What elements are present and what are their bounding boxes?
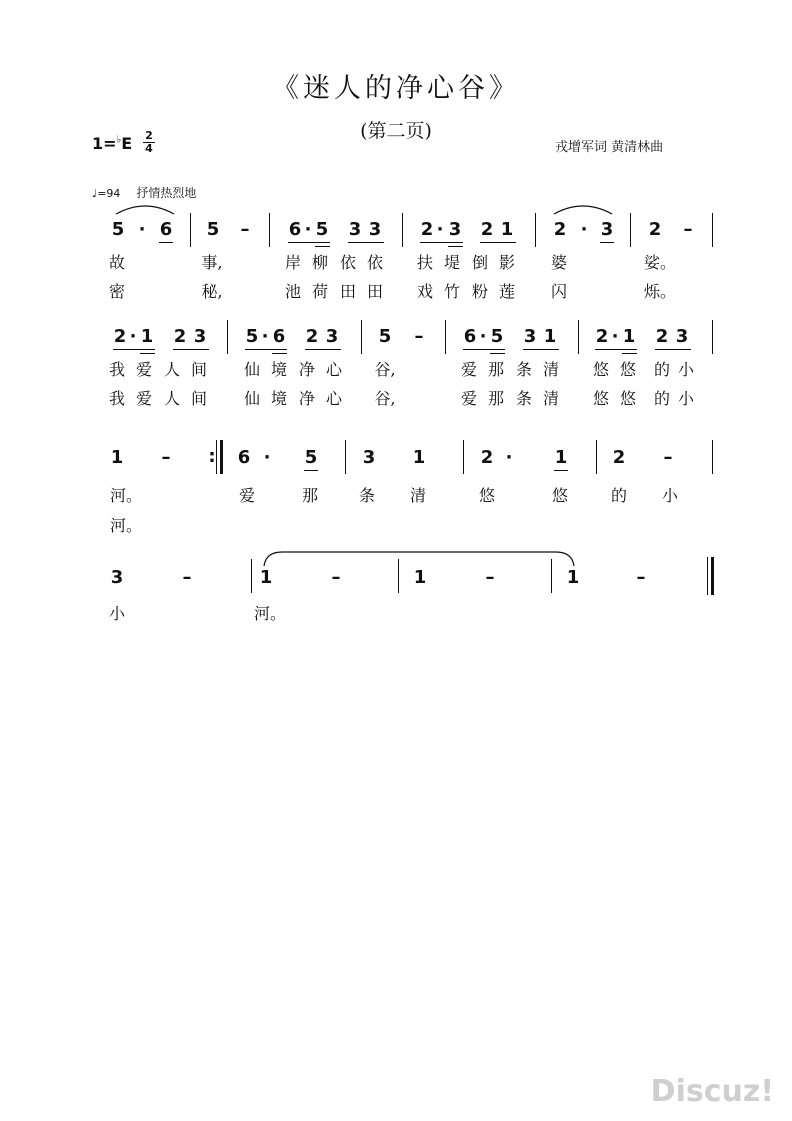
barline — [535, 213, 536, 247]
barline — [551, 559, 552, 593]
note: 5 — [111, 219, 125, 240]
lyric: 河。 — [254, 604, 287, 623]
dash: – — [663, 447, 673, 468]
dot: · — [138, 219, 146, 240]
barline — [630, 213, 631, 247]
page-subtitle: (第二页) — [360, 120, 432, 142]
underline-beam — [348, 242, 384, 243]
note: 6 — [237, 447, 251, 468]
underline-beam — [272, 353, 287, 354]
note: 2 — [612, 447, 626, 468]
slur — [552, 202, 614, 216]
dot: · — [304, 219, 312, 240]
dash: – — [240, 219, 250, 240]
note: 2 — [553, 219, 567, 240]
dot: · — [479, 326, 487, 347]
lyric: 粉 — [471, 282, 488, 301]
key-signature — [92, 134, 132, 153]
lyric: 间 — [190, 389, 207, 408]
lyric: 小 — [108, 604, 125, 623]
lyric: 池 — [284, 282, 301, 301]
lyric: 心 — [325, 360, 342, 379]
underline-beam — [420, 242, 463, 243]
note: 3 — [110, 567, 124, 588]
lyric: 的 — [653, 389, 670, 408]
note: 5 — [490, 326, 504, 347]
lyric: 我 — [108, 389, 125, 408]
lyric: 爱 — [135, 360, 152, 379]
lyric: 故 — [108, 253, 125, 272]
barline — [251, 559, 252, 593]
note: 6 — [272, 326, 286, 347]
note: 1 — [413, 567, 427, 588]
note: 1 — [412, 447, 426, 468]
lyric: 境 — [270, 389, 287, 408]
barline — [227, 320, 228, 354]
lyric: 荷 — [311, 282, 328, 301]
note: 6 — [288, 219, 302, 240]
barline — [269, 213, 270, 247]
note: 2 — [648, 219, 662, 240]
note: 1 — [554, 447, 568, 468]
underline-beam — [595, 349, 637, 350]
note: 5 — [206, 219, 220, 240]
lyric: 婆 — [550, 253, 567, 272]
barline — [712, 213, 713, 247]
barline — [216, 440, 217, 474]
note: 1 — [110, 447, 124, 468]
dot: · — [261, 326, 269, 347]
tie — [262, 548, 576, 568]
note: 6 — [159, 219, 173, 240]
lyric: 柳 — [311, 253, 328, 272]
dash: – — [636, 567, 646, 588]
lyric: 倒 — [471, 253, 488, 272]
lyric: 依 — [366, 253, 383, 272]
lyric: 人 — [163, 389, 180, 408]
note: 2 — [655, 326, 669, 347]
repeat-dots: : — [208, 446, 216, 467]
dot: · — [129, 326, 137, 347]
lyric: 扶 — [416, 253, 433, 272]
lyric: 烁。 — [644, 282, 677, 301]
lyric: 心 — [325, 389, 342, 408]
lyric: 谷, — [374, 360, 396, 379]
barline — [712, 440, 713, 474]
underline-beam — [523, 349, 559, 350]
lyric: 净 — [298, 360, 315, 379]
lyric: 小 — [677, 360, 694, 379]
dot: · — [580, 219, 588, 240]
underline-beam — [245, 349, 287, 350]
lyric: 那 — [487, 360, 504, 379]
lyric: 密 — [108, 282, 125, 301]
barline — [398, 559, 399, 593]
dot: · — [436, 219, 444, 240]
barline — [596, 440, 597, 474]
dash: – — [485, 567, 495, 588]
barline — [402, 213, 403, 247]
key-prefix: 1= — [92, 134, 117, 153]
underline-beam — [315, 246, 330, 247]
lyric: 清 — [542, 389, 559, 408]
final-barline — [711, 557, 714, 595]
lyric: 境 — [270, 360, 287, 379]
tempo-value: ♩=94 — [92, 187, 121, 200]
time-signature — [143, 130, 155, 155]
lyric: 闪 — [550, 282, 567, 301]
lyric: 依 — [339, 253, 356, 272]
lyric: 清 — [542, 360, 559, 379]
tempo-marking — [92, 184, 196, 201]
lyric: 悠 — [478, 486, 495, 505]
slur — [114, 202, 176, 216]
underline-beam — [173, 349, 209, 350]
note: 1 — [622, 326, 636, 347]
lyric: 小 — [677, 389, 694, 408]
lyric: 河。 — [110, 516, 143, 535]
note: 3 — [362, 447, 376, 468]
lyric: 谷, — [374, 389, 396, 408]
underline-beam — [554, 470, 568, 471]
underline-beam — [113, 349, 155, 350]
lyric: 爱 — [460, 360, 477, 379]
barline — [445, 320, 446, 354]
lyric: 的 — [610, 486, 627, 505]
note: 2 — [113, 326, 127, 347]
lyric: 田 — [339, 282, 356, 301]
lyric: 莲 — [498, 282, 515, 301]
underline-beam — [304, 470, 318, 471]
note: 5 — [245, 326, 259, 347]
underline-beam — [622, 353, 637, 354]
dash: – — [683, 219, 693, 240]
lyric: 悠 — [619, 389, 636, 408]
watermark: Discuz! — [650, 1074, 774, 1109]
note: 1 — [566, 567, 580, 588]
dash: – — [331, 567, 341, 588]
underline-beam — [463, 349, 505, 350]
barline — [361, 320, 362, 354]
note: 3 — [348, 219, 362, 240]
lyric: 我 — [108, 360, 125, 379]
lyric: 人 — [163, 360, 180, 379]
underline-beam — [655, 349, 691, 350]
note: 2 — [480, 219, 494, 240]
lyric: 竹 — [443, 282, 460, 301]
lyric: 清 — [409, 486, 426, 505]
lyric: 那 — [301, 486, 318, 505]
lyric: 悠 — [592, 360, 609, 379]
dash: – — [414, 326, 424, 347]
note: 3 — [675, 326, 689, 347]
note: 2 — [595, 326, 609, 347]
note: 2 — [173, 326, 187, 347]
lyric: 条 — [358, 486, 375, 505]
lyric: 悠 — [551, 486, 568, 505]
underline-beam — [140, 353, 155, 354]
lyric: 净 — [298, 389, 315, 408]
lyric: 岸 — [284, 253, 301, 272]
note: 2 — [480, 447, 494, 468]
lyric: 条 — [515, 360, 532, 379]
note: 3 — [368, 219, 382, 240]
barline — [578, 320, 579, 354]
time-top: 2 — [145, 129, 153, 142]
note: 3 — [448, 219, 462, 240]
note: 2 — [305, 326, 319, 347]
lyric: 条 — [515, 389, 532, 408]
lyric: 河。 — [110, 486, 143, 505]
lyric: 影 — [498, 253, 515, 272]
underline-beam — [490, 353, 505, 354]
barline — [463, 440, 464, 474]
credits: 戎增军词 黄清林曲 — [555, 140, 664, 155]
lyric: 堤 — [443, 253, 460, 272]
lyric: 秘, — [201, 282, 223, 301]
note: 5 — [315, 219, 329, 240]
dash: – — [161, 447, 171, 468]
note: 3 — [193, 326, 207, 347]
lyric: 那 — [487, 389, 504, 408]
final-barline — [220, 440, 223, 474]
barline — [345, 440, 346, 474]
note: 3 — [600, 219, 614, 240]
lyric: 娑。 — [644, 253, 677, 272]
note: 1 — [259, 567, 273, 588]
lyric: 事, — [201, 253, 223, 272]
note: 6 — [463, 326, 477, 347]
note: 5 — [304, 447, 318, 468]
flat-sign: ♭ — [116, 134, 122, 146]
lyric: 爱 — [135, 389, 152, 408]
dot: · — [263, 447, 271, 468]
note: 1 — [500, 219, 514, 240]
note: 1 — [543, 326, 557, 347]
note: 1 — [140, 326, 154, 347]
lyric: 的 — [653, 360, 670, 379]
time-bottom: 4 — [145, 142, 153, 155]
underline-beam — [288, 242, 330, 243]
dot: · — [611, 326, 619, 347]
lyric: 悠 — [592, 389, 609, 408]
underline-beam — [480, 242, 516, 243]
lyric: 戏 — [416, 282, 433, 301]
lyric: 爱 — [460, 389, 477, 408]
lyric: 悠 — [619, 360, 636, 379]
lyric: 仙 — [243, 389, 260, 408]
note: 3 — [523, 326, 537, 347]
note: 2 — [420, 219, 434, 240]
dot: · — [505, 447, 513, 468]
lyric: 小 — [661, 486, 678, 505]
underline-beam — [448, 246, 463, 247]
lyric: 田 — [366, 282, 383, 301]
barline — [712, 320, 713, 354]
lyric: 仙 — [243, 360, 260, 379]
lyric: 爱 — [238, 486, 255, 505]
underline-beam — [305, 349, 341, 350]
key-letter: E — [121, 134, 133, 153]
note: 5 — [378, 326, 392, 347]
dash: – — [182, 567, 192, 588]
song-title: 《迷人的净心谷》 — [272, 73, 520, 104]
underline-beam — [600, 242, 614, 243]
barline — [707, 557, 708, 595]
underline-beam — [159, 242, 173, 243]
lyric: 间 — [190, 360, 207, 379]
note: 3 — [325, 326, 339, 347]
barline — [190, 213, 191, 247]
mood-marking: 抒情热烈地 — [136, 186, 197, 200]
